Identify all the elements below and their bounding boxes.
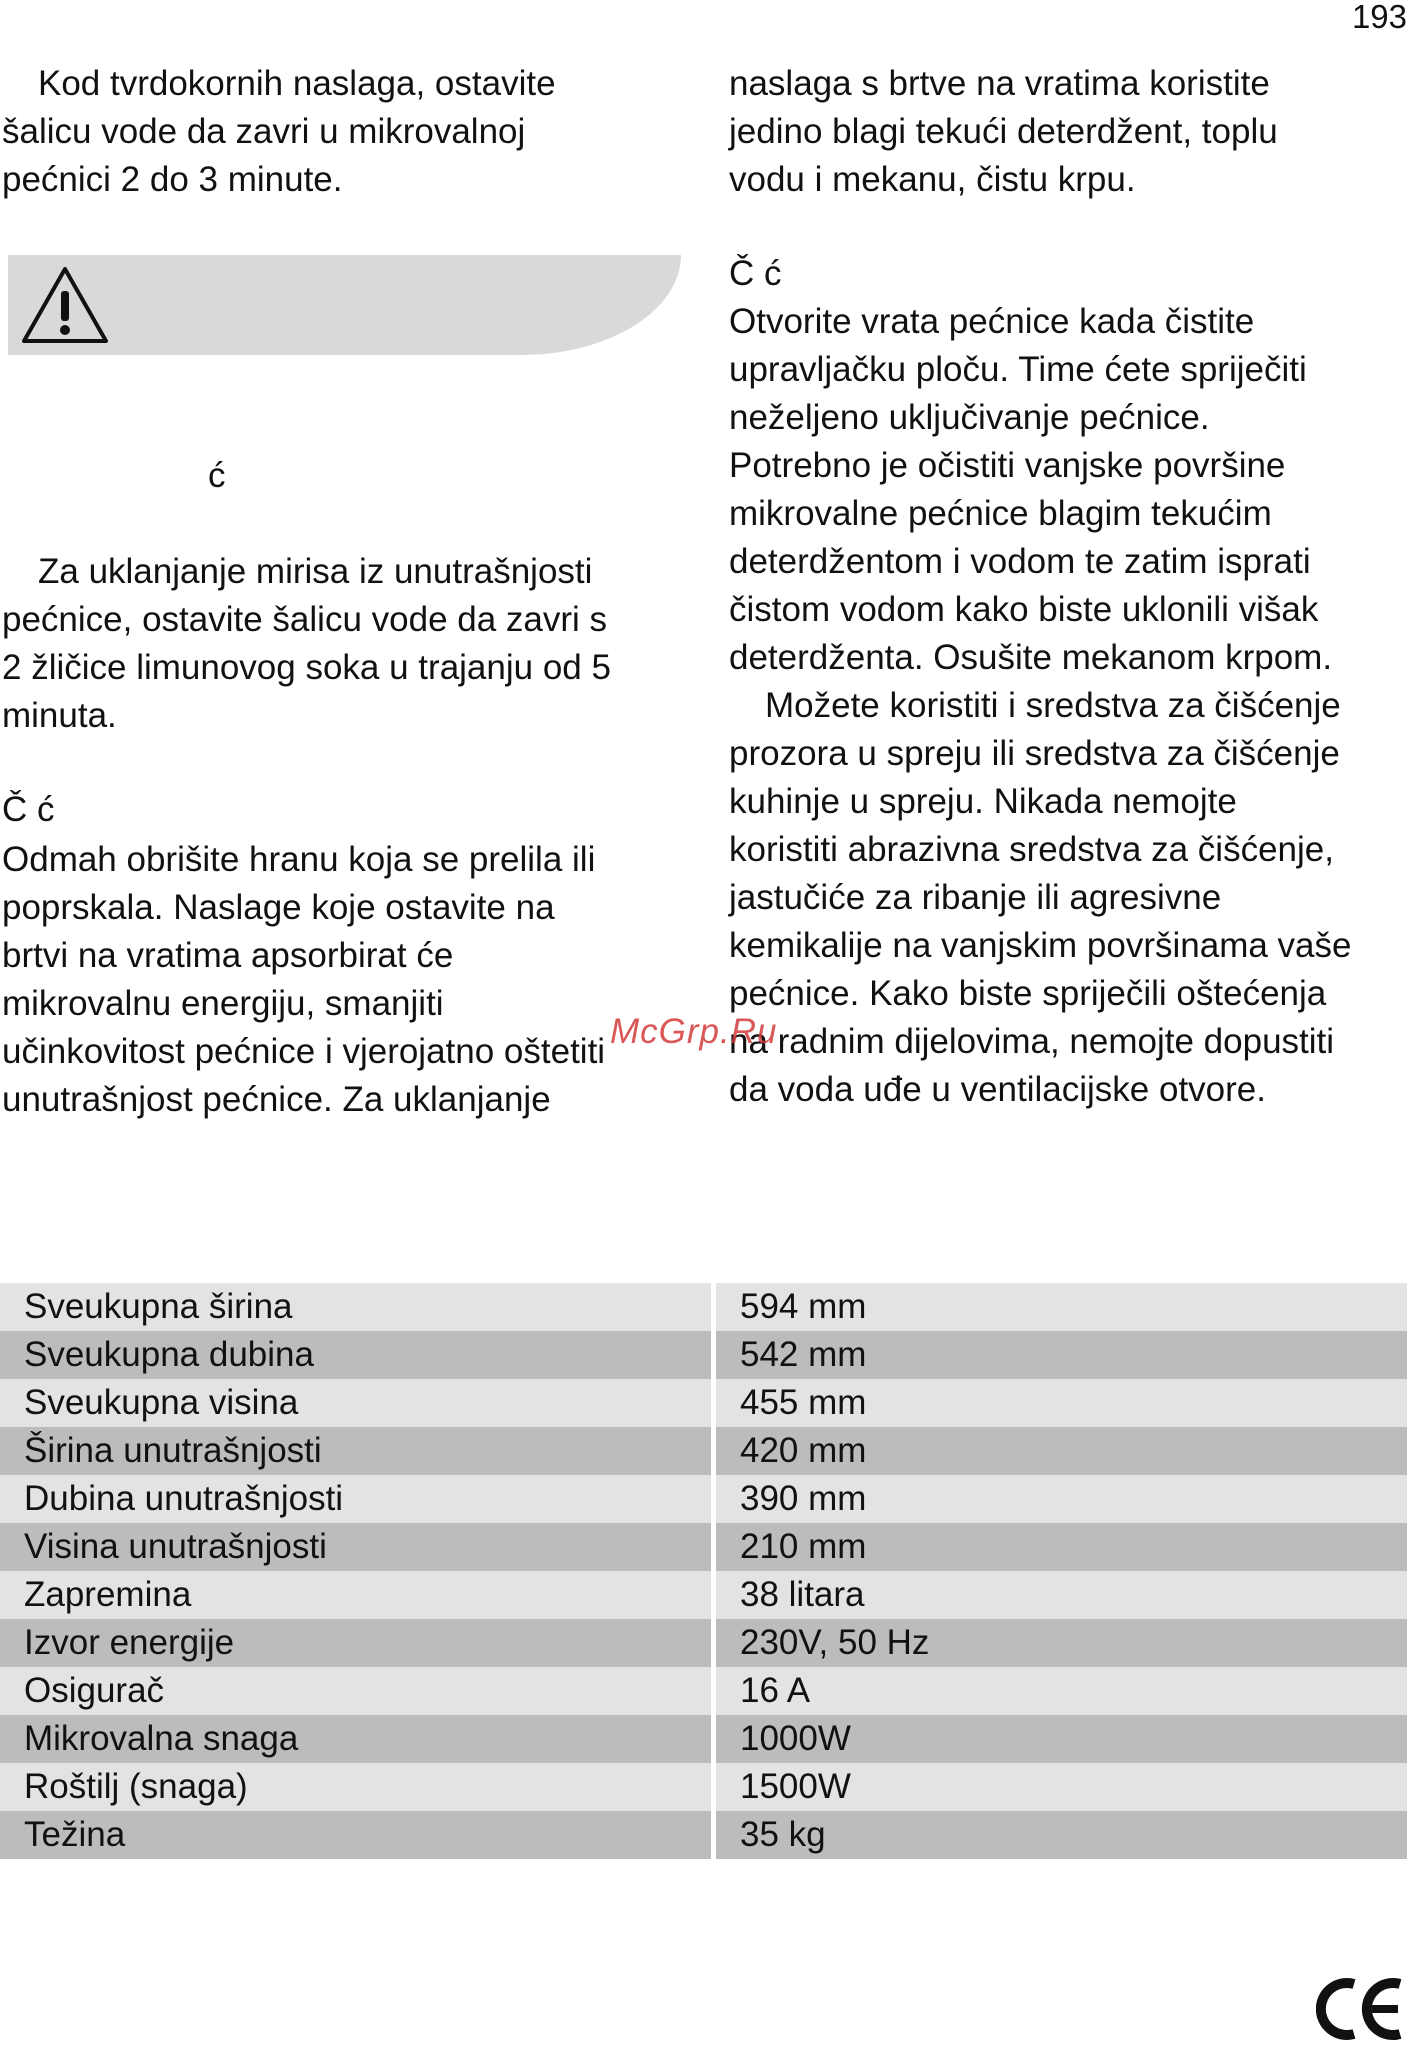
text-line: upravljačku ploču. Time ćete spriječiti: [729, 350, 1307, 389]
spec-label: Sveukupna širina: [0, 1283, 714, 1331]
warning-triangle-icon: [18, 263, 112, 347]
text-line: da voda uđe u ventilacijske otvore.: [729, 1070, 1266, 1109]
text-line: Odmah obrišite hranu koja se prelila ili: [2, 840, 596, 879]
spec-label: Roštilj (snaga): [0, 1763, 714, 1811]
text-line: mikrovalne pećnice blagim tekućim: [729, 494, 1272, 533]
text-line: Možete koristiti i sredstva za čišćenje: [765, 686, 1341, 725]
spec-value: 1000W: [714, 1715, 1407, 1763]
text-line: unutrašnjost pećnice. Za uklanjanje: [2, 1080, 551, 1119]
spec-value: 230V, 50 Hz: [714, 1619, 1407, 1667]
spec-label: Izvor energije: [0, 1619, 714, 1667]
text-line: Kod tvrdokornih naslaga, ostavite: [38, 64, 556, 103]
watermark: McGrp.Ru: [610, 1012, 778, 1051]
left-column: [2, 60, 692, 204]
right-column-top: [729, 60, 1407, 204]
spec-label: Sveukupna dubina: [0, 1331, 714, 1379]
spec-value: 542 mm: [714, 1331, 1407, 1379]
text-line: Potrebno je očistiti vanjske površine: [729, 446, 1286, 485]
warning-banner: [8, 255, 681, 355]
text-line: koristiti abrazivna sredstva za čišćenje,: [729, 830, 1334, 869]
left-column-middle: [2, 548, 692, 740]
spec-value: 594 mm: [714, 1283, 1407, 1331]
page-number: 193: [1351, 0, 1407, 35]
table-row: [0, 1763, 1407, 1811]
text-line: naslaga s brtve na vratima koristite: [729, 64, 1270, 103]
table-row: [0, 1331, 1407, 1379]
text-line: kemikalije na vanjskim površinama vaše: [729, 926, 1352, 965]
text-line: deterdžentom i vodom te zatim isprati: [729, 542, 1311, 581]
table-row: [0, 1619, 1407, 1667]
spec-label: Sveukupna visina: [0, 1379, 714, 1427]
spec-label: Osigurač: [0, 1667, 714, 1715]
spec-label: Zapremina: [0, 1571, 714, 1619]
text-line: prozora u spreju ili sredstva za čišćenje: [729, 734, 1340, 773]
table-row: [0, 1379, 1407, 1427]
spec-value: 390 mm: [714, 1475, 1407, 1523]
text-line: jastučiće za ribanje ili agresivne: [729, 878, 1222, 917]
text-line: pećnice. Kako biste spriječili oštećenja: [729, 974, 1327, 1013]
text-line: vodu i mekanu, čistu krpu.: [729, 160, 1136, 199]
text-line: Otvorite vrata pećnice kada čistite: [729, 302, 1255, 341]
table-row: [0, 1427, 1407, 1475]
text-line: na radnim dijelovima, nemojte dopustiti: [729, 1022, 1335, 1061]
text-line: brtvi na vratima apsorbirat će: [2, 936, 454, 975]
text-line: šalicu vode da zavri u mikrovalnoj: [2, 112, 526, 151]
left-column-bottom: [2, 836, 692, 1124]
spec-label: Težina: [0, 1811, 714, 1859]
text-line: pećnici 2 do 3 minute.: [2, 160, 343, 199]
text-line: pećnice, ostavite šalicu vode da zavri s: [2, 600, 608, 639]
text-line: deterdženta. Osušite mekanom krpom.: [729, 638, 1333, 677]
table-row: [0, 1571, 1407, 1619]
text-line: čistom vodom kako biste uklonili višak: [729, 590, 1319, 629]
spec-value: 35 kg: [714, 1811, 1407, 1859]
spec-value: 38 litara: [714, 1571, 1407, 1619]
text-line: Za uklanjanje mirisa iz unutrašnjosti: [38, 552, 593, 591]
spec-label: Mikrovalna snaga: [0, 1715, 714, 1763]
text-line: 2 žličice limunovog soka u trajanju od 5: [2, 648, 611, 687]
text-line: neželjeno uključivanje pećnice.: [729, 398, 1210, 437]
spec-label: Širina unutrašnjosti: [0, 1427, 714, 1475]
specs-table: [0, 1283, 1407, 1859]
text-line: mikrovalnu energiju, smanjiti: [2, 984, 444, 1023]
spec-label: Visina unutrašnjosti: [0, 1523, 714, 1571]
section-heading: Č ć: [729, 254, 782, 293]
spec-value: 16 A: [714, 1667, 1407, 1715]
table-row: [0, 1475, 1407, 1523]
table-row: [0, 1715, 1407, 1763]
right-column-bottom: [729, 298, 1407, 1114]
section-heading: ć: [208, 456, 226, 495]
spec-value: 210 mm: [714, 1523, 1407, 1571]
spec-value: 420 mm: [714, 1427, 1407, 1475]
text-line: učinkovitost pećnice i vjerojatno oštetiti: [2, 1032, 606, 1071]
ce-mark-icon: [1316, 1976, 1404, 2042]
text-line: minuta.: [2, 696, 117, 735]
table-row: [0, 1811, 1407, 1859]
table-row: [0, 1667, 1407, 1715]
spec-label: Dubina unutrašnjosti: [0, 1475, 714, 1523]
table-row: [0, 1283, 1407, 1331]
spec-value: 1500W: [714, 1763, 1407, 1811]
text-line: kuhinje u spreju. Nikada nemojte: [729, 782, 1237, 821]
spec-value: 455 mm: [714, 1379, 1407, 1427]
text-line: poprskala. Naslage koje ostavite na: [2, 888, 555, 927]
section-heading: Č ć: [2, 790, 55, 829]
table-row: [0, 1523, 1407, 1571]
text-line: jedino blagi tekući deterdžent, toplu: [729, 112, 1278, 151]
